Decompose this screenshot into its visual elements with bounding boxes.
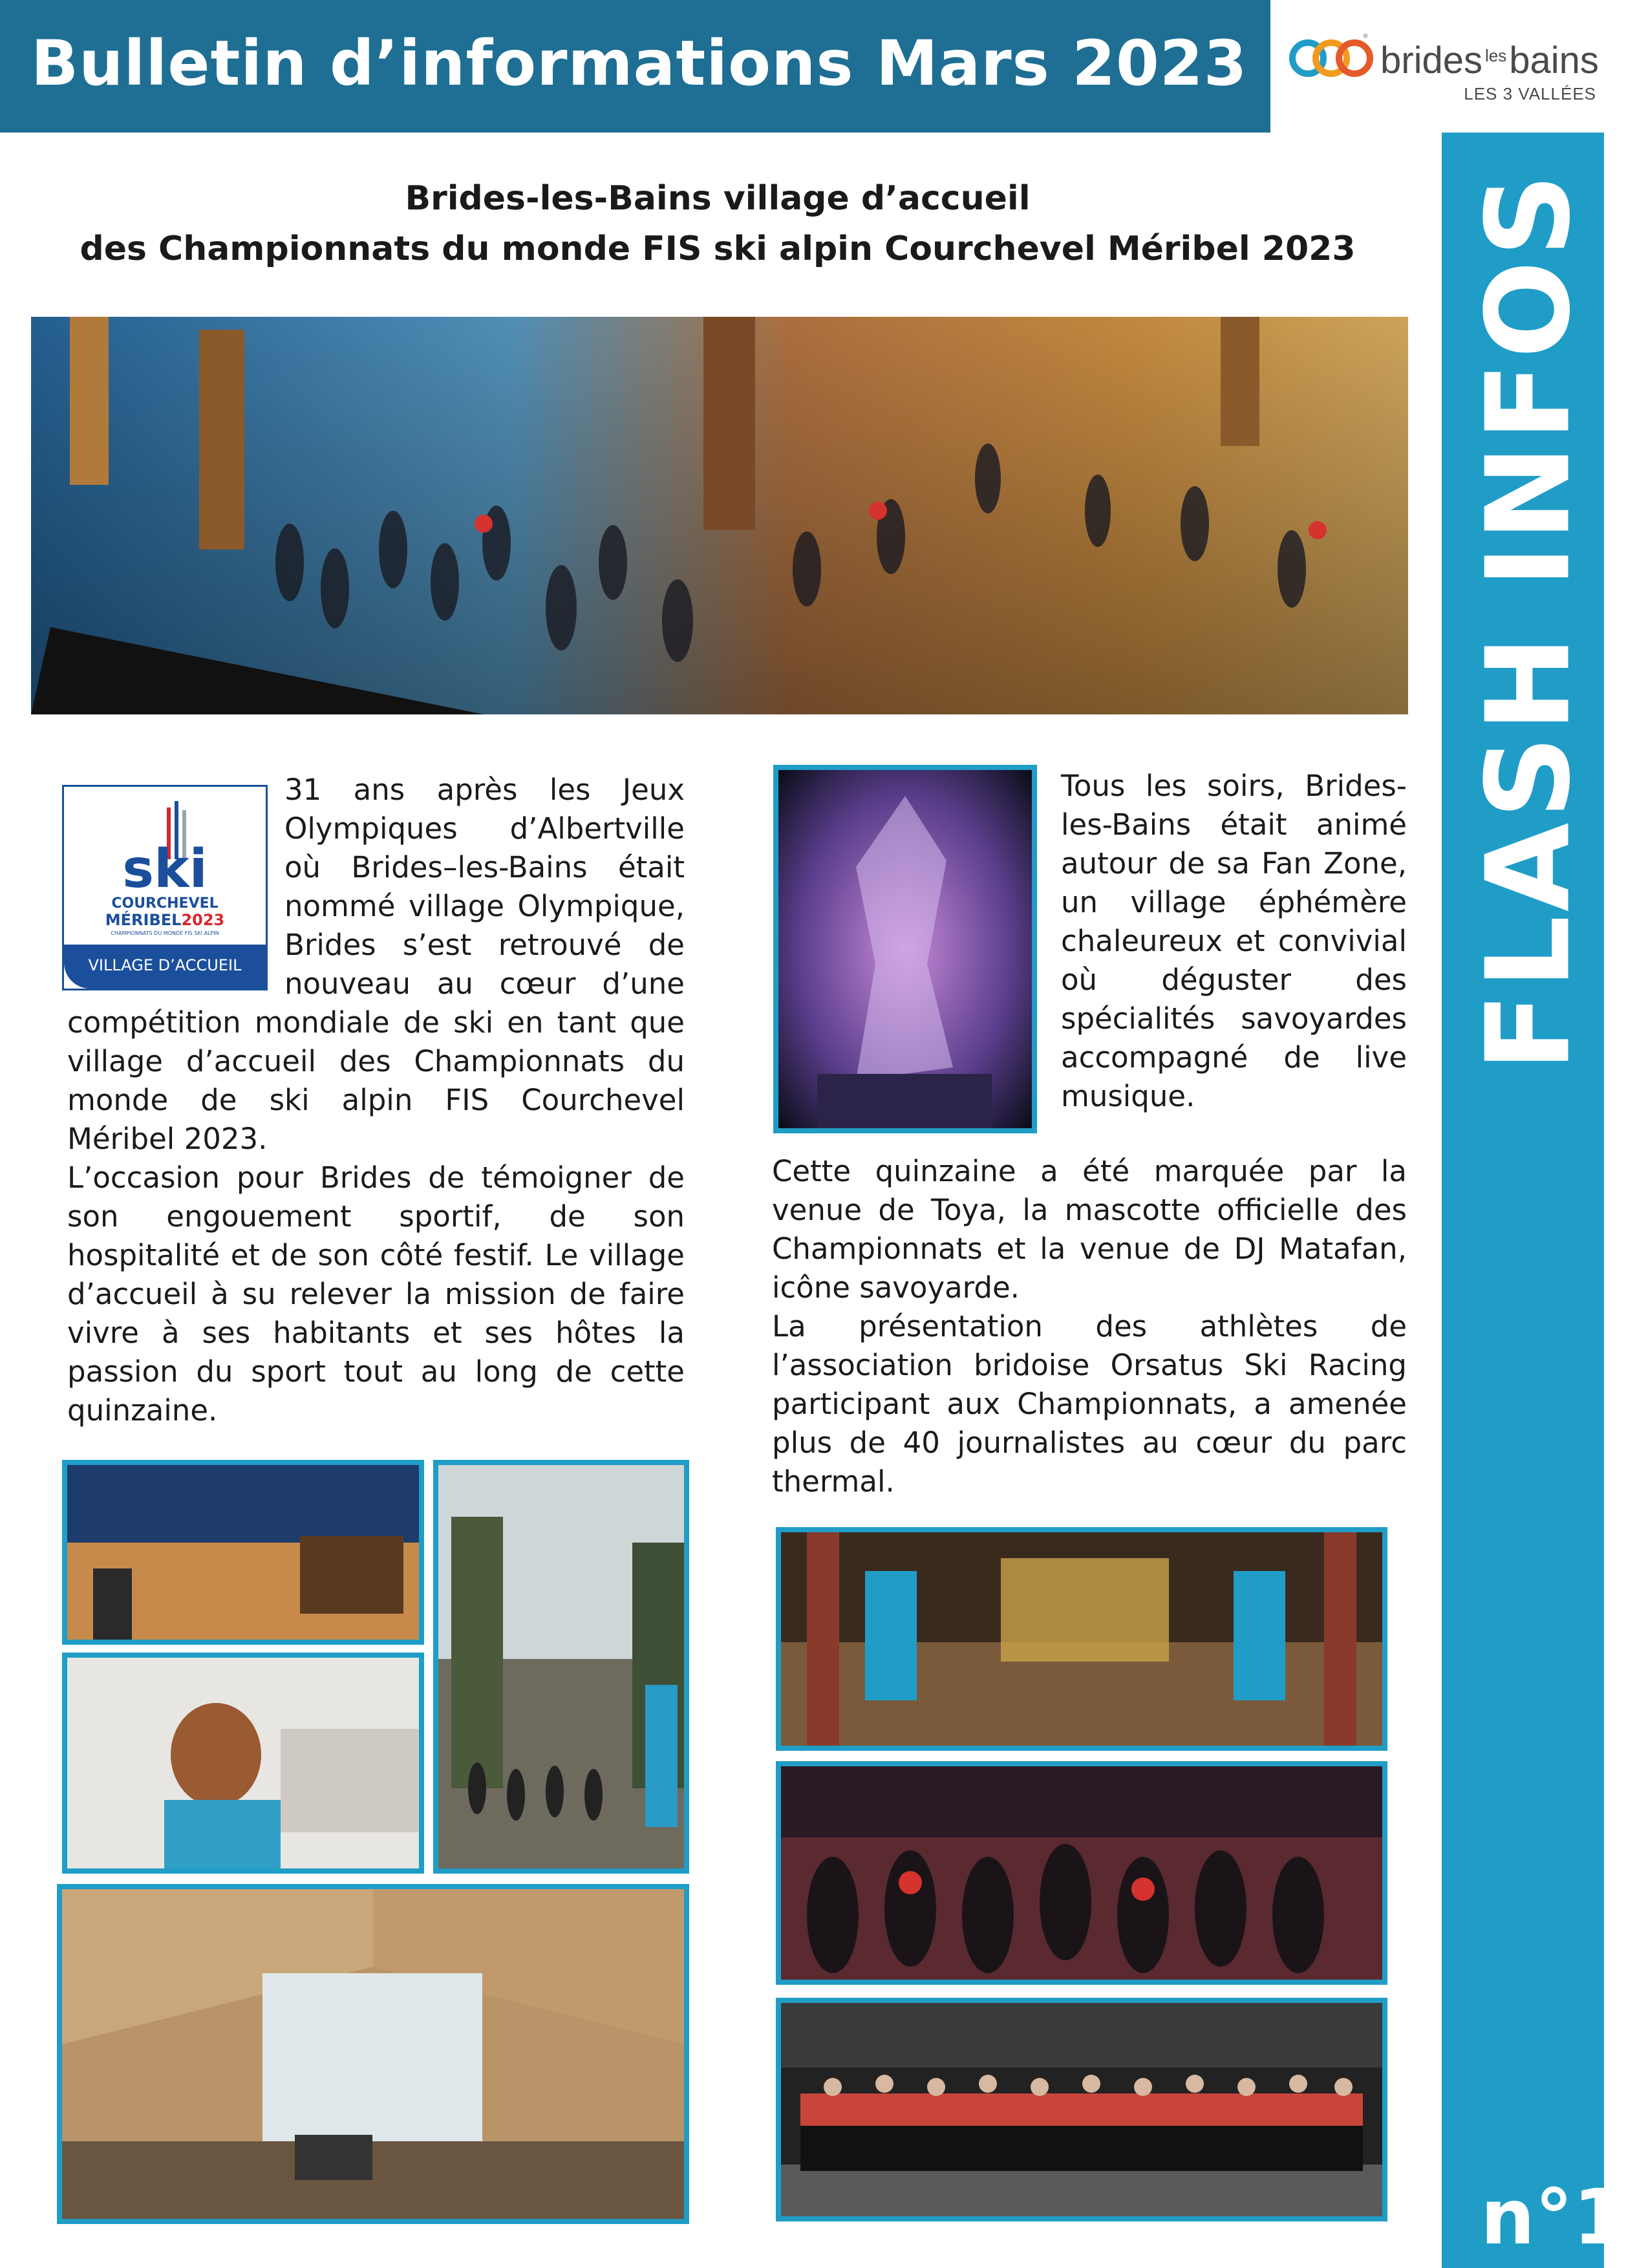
reception-hall-image <box>62 1889 684 2219</box>
right-paragraph-3: La présentation des athlètes de l’association bridoise Orsatus Ski Racing participant aux Championnats, a amenée plus de 40 journalistes au cœur du parc thermal. <box>772 1309 1407 1499</box>
article-headline <box>39 173 1396 274</box>
fan-zone-night-image <box>67 1465 419 1640</box>
village-accueil-label: VILLAGE D’ACCUEIL <box>88 956 242 974</box>
ski-logo-word: ski <box>122 839 208 900</box>
issue-number: n°1 <box>1481 2172 1626 2262</box>
photo-mascot-toya <box>62 1653 424 1874</box>
headline-line-1: Brides-les-Bains village d’accueil <box>405 179 1031 218</box>
hero-photo-image <box>31 317 1408 714</box>
thermal-park-crowd-image <box>438 1465 684 1868</box>
left-column-text <box>67 771 685 1430</box>
svg-text:*: * <box>1362 30 1369 46</box>
ice-sculpture-photo <box>773 765 1037 1133</box>
photo-team-group <box>776 1998 1387 2221</box>
headline-line-2: des Championnats du monde FIS ski alpin Courchevel Méribel 2023 <box>80 230 1356 268</box>
right-column-text-bottom <box>772 1152 1407 1501</box>
left-paragraph-2: L’occasion pour Brides de témoigner de son engouement sportif, de son hospitalité et de son côté festif. Le village d’accueil à su relever la mission de faire vivre à ses habitants et ses hôtes la passion du sport tout au long de cette quinzaine. <box>67 1161 685 1428</box>
photo-fan-zone-night <box>62 1460 424 1645</box>
right-paragraph-2: Cette quinzaine a été marquée par la venue de Toya, la mascotte officielle des Championnats et la venue de DJ Matafan, icône savoyarde. <box>772 1154 1407 1305</box>
brides-logo-mark-icon <box>1290 31 1374 81</box>
ice-sculpture-image <box>778 770 1032 1128</box>
photo-reception-hall <box>57 1884 689 2224</box>
left-paragraph-1: 31 ans après les Jeux Olympiques d’Albertville où Brides–les-Bains était nommé village Olympique, Brides s’est retrouvé de nouveau au cœur d’une compétition mondiale de ski en tant que village d’accueil des Championnats du monde de ski alpin FIS Courchevel Méribel 2023. <box>67 773 685 1156</box>
brides-logo <box>1270 0 1604 133</box>
hero-photo-night-fan-zone <box>31 317 1408 714</box>
right-column-text-top <box>1061 767 1407 1116</box>
ski-logo-meribel: MÉRIBEL2023 <box>105 911 225 929</box>
ski-logo-fine-print: CHAMPIONNATS DU MONDE FIS SKI ALPIN <box>111 930 219 936</box>
photo-party-crowd <box>776 1761 1387 1985</box>
header-banner <box>0 0 1270 133</box>
brides-logo-subtitle: LES 3 VALLÉES <box>1464 84 1596 103</box>
mascot-toya-image <box>67 1658 419 1868</box>
brides-logo-wordmark: brides $^{les}$bains <box>1380 39 1599 81</box>
team-group-image <box>781 2003 1382 2216</box>
right-paragraph-1: Tous les soirs, Brides-les-Bains était animé autour de sa Fan Zone, un village éphémère chaleureux et convivial où déguster des spécialités savoyardes accompagné de live musique. <box>1061 769 1407 1113</box>
ski-logo-courchevel: COURCHEVEL <box>111 895 219 912</box>
bridge-lights-image <box>781 1532 1382 1746</box>
party-crowd-image <box>781 1766 1382 1980</box>
bulletin-title: Bulletin d’informations Mars 2023 <box>31 27 1248 100</box>
photo-bridge-lights <box>776 1527 1387 1751</box>
photo-thermal-park-crowd <box>433 1460 689 1874</box>
flash-infos-label: FLASH INFOS <box>1461 169 1596 1072</box>
